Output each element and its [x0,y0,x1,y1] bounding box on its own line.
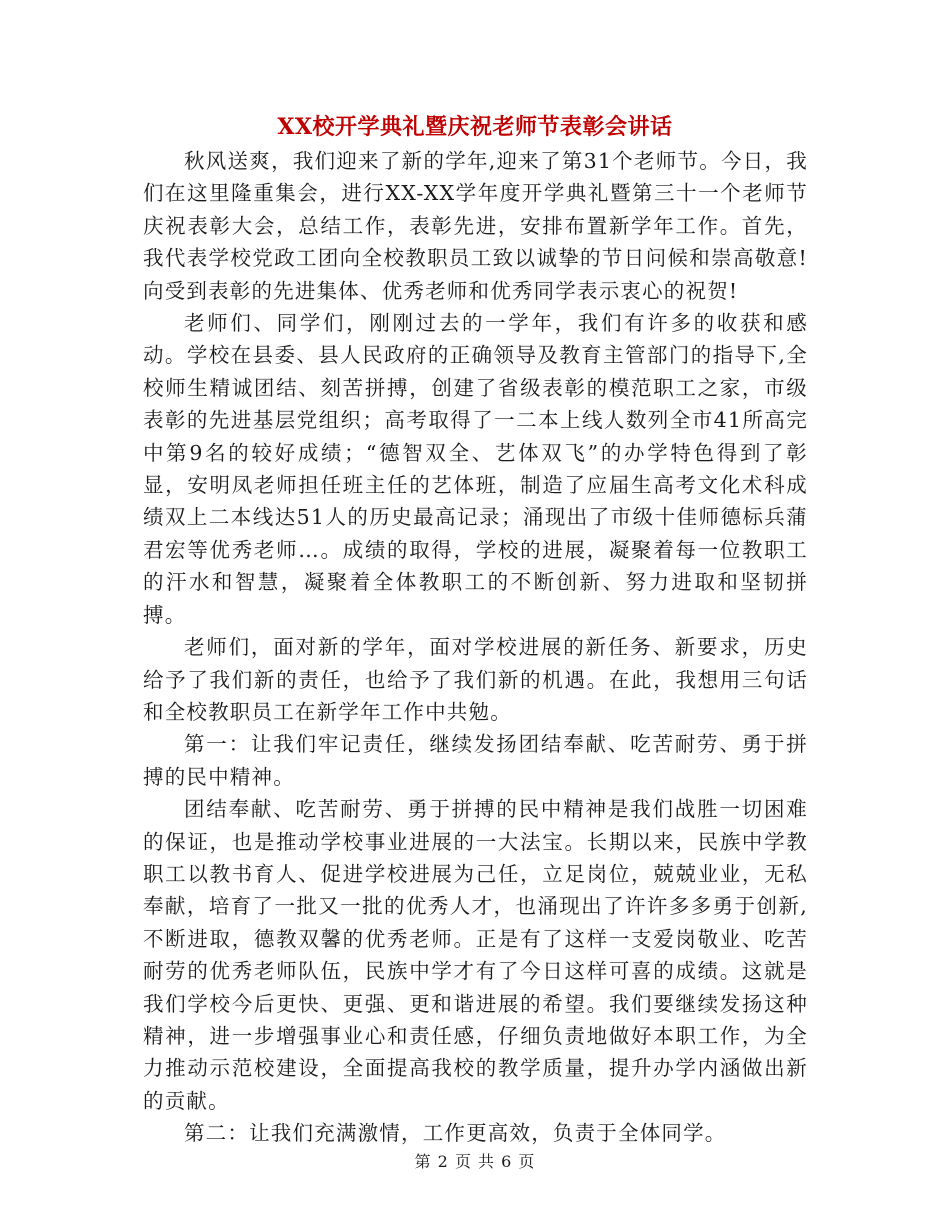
paragraph-1: 秋风送爽，我们迎来了新的学年,迎来了第31个老师节。今日，我们在这里隆重集会，进行XX-XX学年度开学典礼暨第三十一个老师节庆祝表彰大会，总结工作，表彰先进，安排布置新学年工作。首先，我代表学校党政工团向全校教职员工致以诚挚的节日问候和崇高敬意!向受到表彰的先进集体、优秀老师和优秀同学表示衷心的祝贺! [143,149,808,303]
paragraph-3: 老师们，面对新的学年，面对学校进展的新任务、新要求，历史给予了我们新的责任，也给予了我们新的机遇。在此，我想用三句话和全校教职员工在新学年工作中共勉。 [143,635,808,724]
paragraph-5: 团结奉献、吃苦耐劳、勇于拼搏的民中精神是我们战胜一切困难的保证，也是推动学校事业进展的一大法宝。长期以来，民族中学教职工以教书育人、促进学校进展为己任，立足岗位，兢兢业业，无私奉献，培育了一批又一批的优秀人才，也涌现出了许许多多勇于创新,不断进取，德教双馨的优秀老师。正是有了这样一支爱岗敬业、吃苦耐劳的优秀老师队伍，民族中学才有了今日这样可喜的成绩。这就是我们学校今后更快、更强、更和谐进展的希望。我们要继续发扬这种精神，进一步增强事业心和责任感，仔细负责地做好本职工作，为全力推动示范校建设，全面提高我校的教学质量，提升办学内涵做出新的贡献。 [143,797,808,1113]
paragraph-4: 第一：让我们牢记责任，继续发扬团结奉献、吃苦耐劳、勇于拼搏的民中精神。 [143,732,808,789]
document-title: XX校开学典礼暨庆祝老师节表彰会讲话 [277,114,673,140]
paragraph-6: 第二：让我们充满激情，工作更高效，负责于全体同学。 [184,1121,727,1146]
page-number-footer: 第 2 页 共 6 页 [414,1152,536,1171]
paragraph-2: 老师们、同学们，刚刚过去的一学年，我们有许多的收获和感动。学校在县委、县人民政府的正确领导及教育主管部门的指导下,全校师生精诚团结、刻苦拼搏，创建了省级表彰的模范职工之家，市级表彰的先进基层党组织；高考取得了一二本上线人数列全市41所高完中第9名的较好成绩；“德智双全、艺体双飞”的办学特色得到了彰显，安明凤老师担任班主任的艺体班，制造了应届生高考文化术科成绩双上二本线达51人的历史最高记录；涌现出了市级十佳师德标兵蒲君宏等优秀老师…。成绩的取得，学校的进展，凝聚着每一位教职工的汗水和智慧，凝聚着全体教职工的不断创新、努力进取和坚韧拼搏。 [143,311,808,627]
document-body [143,145,808,1150]
